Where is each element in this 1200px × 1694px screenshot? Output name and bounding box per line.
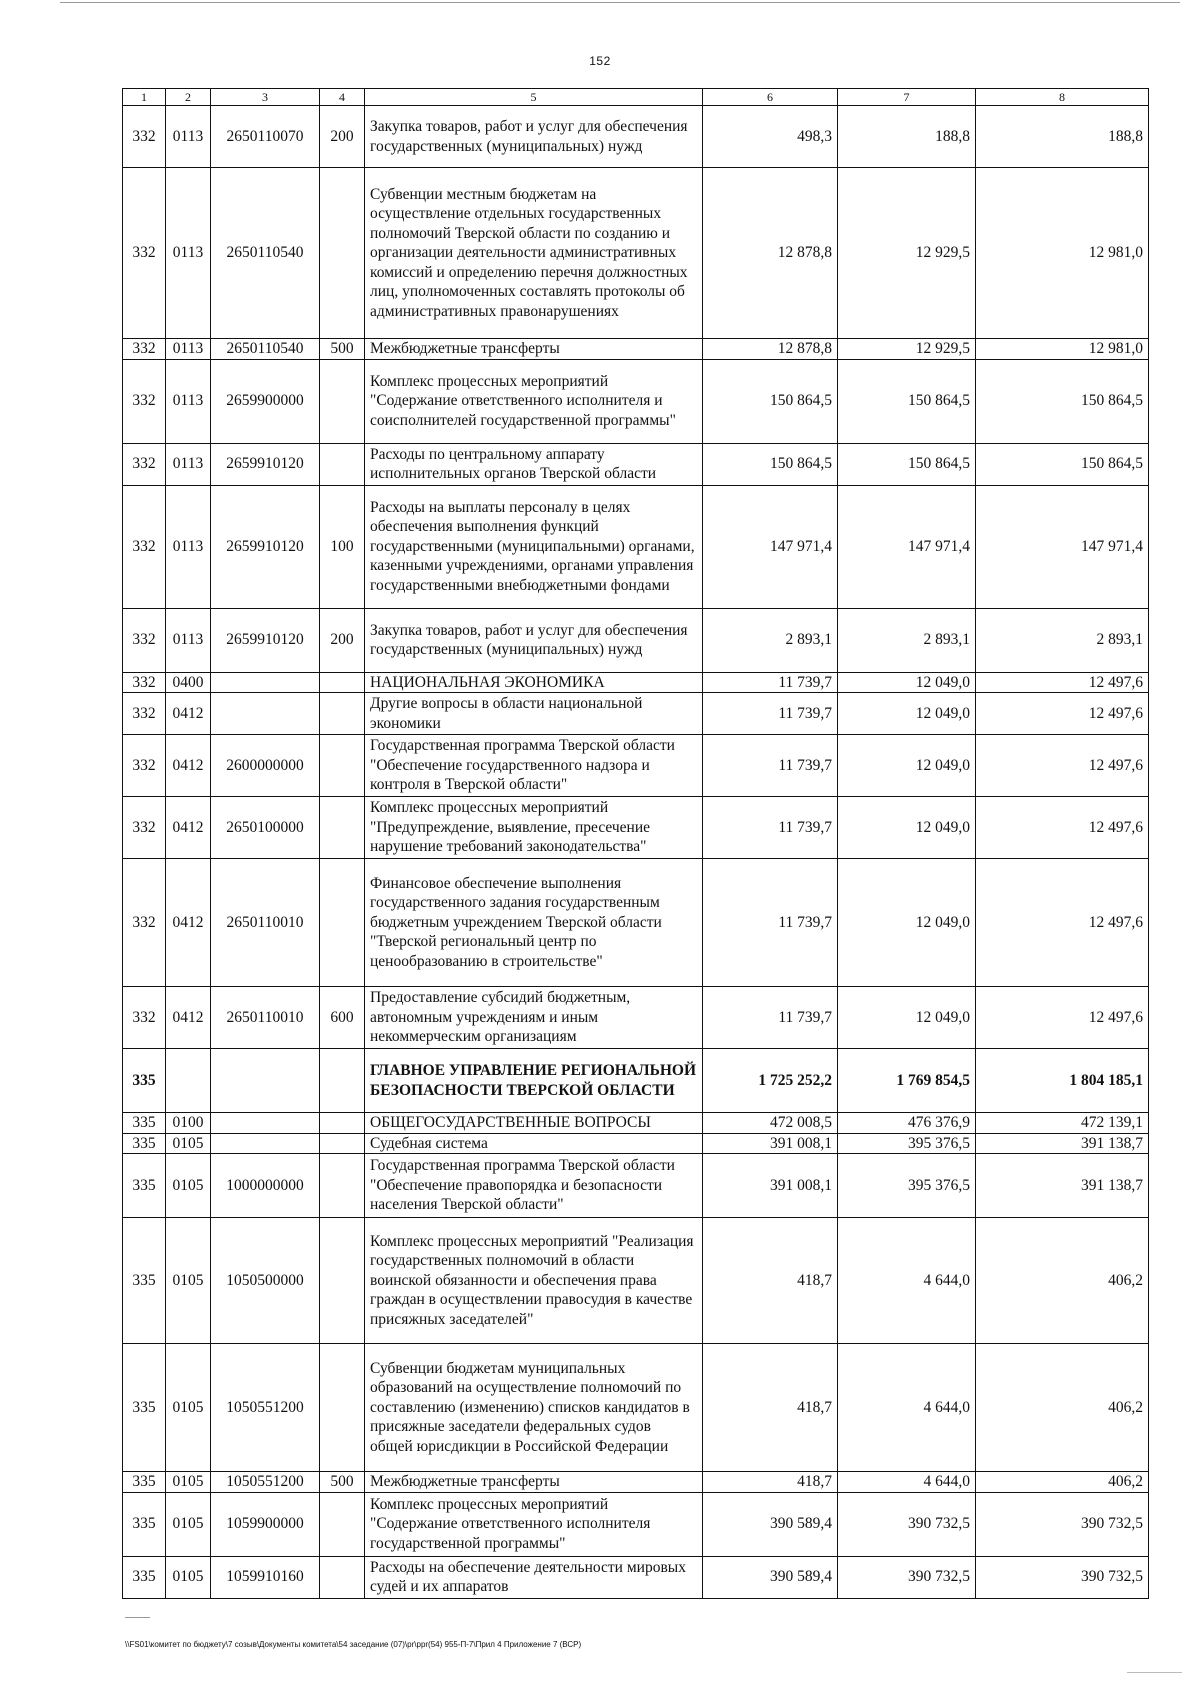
table-row [123, 1556, 1149, 1598]
expense-type-cell: 200 [320, 608, 365, 672]
amount-year3-cell: 150 864,5 [976, 359, 1149, 443]
expense-type-cell [320, 359, 365, 443]
section-code-cell: 0113 [166, 485, 211, 608]
amount-year1-cell: 147 971,4 [703, 485, 838, 608]
amount-year2-cell: 395 376,5 [838, 1133, 976, 1154]
admin-code-cell: 335 [123, 1133, 166, 1154]
header-col-2: 2 [166, 89, 211, 106]
target-item-cell [211, 693, 320, 735]
expense-type-cell [320, 797, 365, 859]
expense-type-cell [320, 1154, 365, 1218]
amount-year2-cell: 150 864,5 [838, 359, 976, 443]
amount-year1-cell: 391 008,1 [703, 1133, 838, 1154]
table-row [123, 1218, 1149, 1344]
amount-year1-cell: 11 739,7 [703, 987, 838, 1049]
amount-year3-cell: 406,2 [976, 1344, 1149, 1472]
amount-year1-cell: 11 739,7 [703, 672, 838, 693]
budget-table [122, 88, 1149, 1599]
header-col-7: 7 [838, 89, 976, 106]
expense-type-cell: 600 [320, 987, 365, 1049]
admin-code-cell: 332 [123, 359, 166, 443]
table-row [123, 359, 1149, 443]
description-cell: Закупка товаров, работ и услуг для обеспечения государственных (муниципальных) нужд [365, 608, 703, 672]
section-code-cell: 0113 [166, 443, 211, 485]
target-item-cell: 2600000000 [211, 735, 320, 797]
target-item-cell: 2659910120 [211, 485, 320, 608]
amount-year1-cell: 11 739,7 [703, 735, 838, 797]
header-col-3: 3 [211, 89, 320, 106]
description-cell: Комплекс процессных мероприятий "Содержание ответственного исполнителя и соисполнителей государственной программы" [365, 359, 703, 443]
page-number: 152 [589, 54, 611, 68]
amount-year2-cell: 390 732,5 [838, 1556, 976, 1598]
amount-year2-cell: 12 929,5 [838, 168, 976, 339]
section-code-cell: 0113 [166, 106, 211, 168]
expense-type-cell [320, 1049, 365, 1113]
description-cell: Другие вопросы в области национальной экономики [365, 693, 703, 735]
section-code-cell: 0113 [166, 339, 211, 360]
target-item-cell [211, 1049, 320, 1113]
header-row [123, 89, 1149, 106]
amount-year1-cell: 418,7 [703, 1344, 838, 1472]
amount-year1-cell: 390 589,4 [703, 1556, 838, 1598]
description-cell: Расходы по центральному аппарату исполнительных органов Тверской области [365, 443, 703, 485]
section-code-cell: 0100 [166, 1113, 211, 1134]
table-row [123, 672, 1149, 693]
admin-code-cell: 332 [123, 987, 166, 1049]
amount-year2-cell: 476 376,9 [838, 1113, 976, 1134]
table-row [123, 1492, 1149, 1556]
admin-code-cell: 332 [123, 797, 166, 859]
target-item-cell: 1050551200 [211, 1344, 320, 1472]
target-item-cell: 2659900000 [211, 359, 320, 443]
footer-rule [125, 1617, 150, 1618]
expense-type-cell [320, 672, 365, 693]
amount-year3-cell: 12 981,0 [976, 339, 1149, 360]
amount-year3-cell: 147 971,4 [976, 485, 1149, 608]
expense-type-cell [320, 693, 365, 735]
amount-year1-cell: 12 878,8 [703, 339, 838, 360]
amount-year1-cell: 11 739,7 [703, 693, 838, 735]
amount-year1-cell: 472 008,5 [703, 1113, 838, 1134]
expense-type-cell [320, 1113, 365, 1134]
description-cell: Расходы на выплаты персоналу в целях обеспечения выполнения функций государственными (муниципальными) органами, казенными учреждениями, органами управления государственными внебюджетными фондами [365, 485, 703, 608]
amount-year3-cell: 406,2 [976, 1218, 1149, 1344]
table-row [123, 1472, 1149, 1493]
section-code-cell [166, 1049, 211, 1113]
table-row [123, 608, 1149, 672]
target-item-cell: 2659910120 [211, 608, 320, 672]
amount-year3-cell: 390 732,5 [976, 1492, 1149, 1556]
amount-year2-cell: 4 644,0 [838, 1472, 976, 1493]
section-code-cell: 0105 [166, 1218, 211, 1344]
amount-year3-cell: 188,8 [976, 106, 1149, 168]
header-col-8: 8 [976, 89, 1149, 106]
amount-year3-cell: 12 497,6 [976, 693, 1149, 735]
target-item-cell: 2650110070 [211, 106, 320, 168]
amount-year2-cell: 12 049,0 [838, 797, 976, 859]
table-row [123, 1344, 1149, 1472]
amount-year2-cell: 12 049,0 [838, 672, 976, 693]
top-edge-line [60, 2, 1180, 3]
section-code-cell: 0113 [166, 608, 211, 672]
target-item-cell: 1059900000 [211, 1492, 320, 1556]
amount-year2-cell: 2 893,1 [838, 608, 976, 672]
target-item-cell [211, 1133, 320, 1154]
admin-code-cell: 332 [123, 608, 166, 672]
target-item-cell: 2659910120 [211, 443, 320, 485]
amount-year3-cell: 390 732,5 [976, 1556, 1149, 1598]
section-code-cell: 0105 [166, 1154, 211, 1218]
amount-year1-cell: 498,3 [703, 106, 838, 168]
table-row [123, 735, 1149, 797]
table-row [123, 859, 1149, 987]
header-col-1: 1 [123, 89, 166, 106]
expense-type-cell [320, 1344, 365, 1472]
section-code-cell: 0105 [166, 1472, 211, 1493]
amount-year3-cell: 12 497,6 [976, 859, 1149, 987]
expense-type-cell: 100 [320, 485, 365, 608]
table-row [123, 797, 1149, 859]
section-code-cell: 0412 [166, 797, 211, 859]
table-body [123, 106, 1149, 1599]
expense-type-cell [320, 443, 365, 485]
description-cell: Расходы на обеспечение деятельности мировых судей и их аппаратов [365, 1556, 703, 1598]
amount-year1-cell: 418,7 [703, 1218, 838, 1344]
amount-year3-cell: 1 804 185,1 [976, 1049, 1149, 1113]
admin-code-cell: 332 [123, 339, 166, 360]
amount-year3-cell: 12 497,6 [976, 735, 1149, 797]
admin-code-cell: 332 [123, 693, 166, 735]
amount-year3-cell: 391 138,7 [976, 1133, 1149, 1154]
table-row [123, 1049, 1149, 1113]
amount-year3-cell: 472 139,1 [976, 1113, 1149, 1134]
admin-code-cell: 332 [123, 485, 166, 608]
amount-year3-cell: 2 893,1 [976, 608, 1149, 672]
section-code-cell: 0105 [166, 1133, 211, 1154]
section-code-cell: 0113 [166, 359, 211, 443]
section-code-cell: 0412 [166, 735, 211, 797]
expense-type-cell [320, 1556, 365, 1598]
table-row [123, 693, 1149, 735]
expense-type-cell [320, 1133, 365, 1154]
amount-year2-cell: 150 864,5 [838, 443, 976, 485]
section-code-cell: 0412 [166, 693, 211, 735]
target-item-cell: 1050551200 [211, 1472, 320, 1493]
section-code-cell: 0412 [166, 987, 211, 1049]
admin-code-cell: 335 [123, 1049, 166, 1113]
target-item-cell: 2650110010 [211, 859, 320, 987]
description-cell: Судебная система [365, 1133, 703, 1154]
description-cell: Субвенции бюджетам муниципальных образований на осуществление полномочий по составлению (изменению) списков кандидатов в присяжные заседатели федеральных судов общей юрисдикции в Российской Федерации [365, 1344, 703, 1472]
amount-year1-cell: 1 725 252,2 [703, 1049, 838, 1113]
description-cell: Субвенции местным бюджетам на осуществление отдельных государственных полномочий Тверской области по созданию и организации деятельности административных комиссий и определению перечня должностных лиц, уполномоченных составлять протоколы об административных правонарушениях [365, 168, 703, 339]
description-cell: Государственная программа Тверской области "Обеспечение государственного надзора и контроля в Тверской области" [365, 735, 703, 797]
table-row [123, 1154, 1149, 1218]
description-cell: Закупка товаров, работ и услуг для обеспечения государственных (муниципальных) нужд [365, 106, 703, 168]
section-code-cell: 0412 [166, 859, 211, 987]
table-row [123, 485, 1149, 608]
amount-year3-cell: 12 497,6 [976, 987, 1149, 1049]
amount-year2-cell: 12 049,0 [838, 987, 976, 1049]
expense-type-cell: 200 [320, 106, 365, 168]
target-item-cell: 1059910160 [211, 1556, 320, 1598]
amount-year2-cell: 390 732,5 [838, 1492, 976, 1556]
amount-year2-cell: 4 644,0 [838, 1344, 976, 1472]
target-item-cell: 1050500000 [211, 1218, 320, 1344]
admin-code-cell: 332 [123, 735, 166, 797]
table-row [123, 106, 1149, 168]
header-col-6: 6 [703, 89, 838, 106]
amount-year3-cell: 391 138,7 [976, 1154, 1149, 1218]
admin-code-cell: 335 [123, 1113, 166, 1134]
section-code-cell: 0105 [166, 1556, 211, 1598]
section-code-cell: 0400 [166, 672, 211, 693]
description-cell: ГЛАВНОЕ УПРАВЛЕНИЕ РЕГИОНАЛЬНОЙ БЕЗОПАСНОСТИ ТВЕРСКОЙ ОБЛАСТИ [365, 1049, 703, 1113]
admin-code-cell: 332 [123, 443, 166, 485]
description-cell: Межбюджетные трансферты [365, 1472, 703, 1493]
amount-year3-cell: 150 864,5 [976, 443, 1149, 485]
description-cell: Комплекс процессных мероприятий "Реализация государственных полномочий в области воинской обязанности и обеспечения права граждан в осуществлении правосудия в качестве присяжных заседателей" [365, 1218, 703, 1344]
amount-year2-cell: 12 929,5 [838, 339, 976, 360]
amount-year2-cell: 12 049,0 [838, 693, 976, 735]
header-col-4: 4 [320, 89, 365, 106]
description-cell: Предоставление субсидий бюджетным, автономным учреждениям и иным некоммерческим организациям [365, 987, 703, 1049]
amount-year2-cell: 395 376,5 [838, 1154, 976, 1218]
amount-year3-cell: 406,2 [976, 1472, 1149, 1493]
scan-edge-mark [1127, 1672, 1182, 1673]
amount-year1-cell: 150 864,5 [703, 443, 838, 485]
admin-code-cell: 335 [123, 1154, 166, 1218]
amount-year2-cell: 4 644,0 [838, 1218, 976, 1344]
expense-type-cell [320, 1218, 365, 1344]
admin-code-cell: 335 [123, 1472, 166, 1493]
expense-type-cell [320, 168, 365, 339]
target-item-cell: 1000000000 [211, 1154, 320, 1218]
description-cell: Государственная программа Тверской области "Обеспечение правопорядка и безопасности населения Тверской области" [365, 1154, 703, 1218]
target-item-cell: 2650110010 [211, 987, 320, 1049]
admin-code-cell: 332 [123, 106, 166, 168]
amount-year1-cell: 2 893,1 [703, 608, 838, 672]
amount-year3-cell: 12 497,6 [976, 797, 1149, 859]
description-cell: Финансовое обеспечение выполнения государственного задания государственным бюджетным учреждением Тверской области "Тверской региональный центр по ценообразованию в строительстве" [365, 859, 703, 987]
description-cell: НАЦИОНАЛЬНАЯ ЭКОНОМИКА [365, 672, 703, 693]
table-row [123, 1133, 1149, 1154]
amount-year1-cell: 11 739,7 [703, 797, 838, 859]
admin-code-cell: 335 [123, 1218, 166, 1344]
target-item-cell: 2650100000 [211, 797, 320, 859]
table-row [123, 443, 1149, 485]
amount-year2-cell: 12 049,0 [838, 735, 976, 797]
description-cell: Межбюджетные трансферты [365, 339, 703, 360]
expense-type-cell: 500 [320, 339, 365, 360]
target-item-cell [211, 672, 320, 693]
admin-code-cell: 335 [123, 1344, 166, 1472]
target-item-cell: 2650110540 [211, 339, 320, 360]
header-col-5: 5 [365, 89, 703, 106]
amount-year1-cell: 390 589,4 [703, 1492, 838, 1556]
amount-year2-cell: 12 049,0 [838, 859, 976, 987]
target-item-cell [211, 1113, 320, 1134]
admin-code-cell: 335 [123, 1492, 166, 1556]
admin-code-cell: 332 [123, 672, 166, 693]
target-item-cell: 2650110540 [211, 168, 320, 339]
expense-type-cell [320, 735, 365, 797]
expense-type-cell [320, 859, 365, 987]
footer-file-path: \\FS01\комитет по бюджету\7 созыв\Документы комитета\54 заседание (07)\pr\ppr(54) 955-П-7\Прил 4 Приложение 7 (ВСР) [125, 1640, 582, 1649]
section-code-cell: 0105 [166, 1344, 211, 1472]
section-code-cell: 0113 [166, 168, 211, 339]
admin-code-cell: 335 [123, 1556, 166, 1598]
amount-year3-cell: 12 497,6 [976, 672, 1149, 693]
admin-code-cell: 332 [123, 168, 166, 339]
description-cell: Комплекс процессных мероприятий "Содержание ответственного исполнителя государственной программы" [365, 1492, 703, 1556]
table-row [123, 339, 1149, 360]
table-row [123, 168, 1149, 339]
amount-year2-cell: 1 769 854,5 [838, 1049, 976, 1113]
table-row [123, 987, 1149, 1049]
amount-year1-cell: 11 739,7 [703, 859, 838, 987]
table-row [123, 1113, 1149, 1134]
expense-type-cell [320, 1492, 365, 1556]
section-code-cell: 0105 [166, 1492, 211, 1556]
amount-year1-cell: 150 864,5 [703, 359, 838, 443]
description-cell: ОБЩЕГОСУДАРСТВЕННЫЕ ВОПРОСЫ [365, 1113, 703, 1134]
admin-code-cell: 332 [123, 859, 166, 987]
amount-year2-cell: 188,8 [838, 106, 976, 168]
amount-year1-cell: 418,7 [703, 1472, 838, 1493]
amount-year1-cell: 391 008,1 [703, 1154, 838, 1218]
amount-year3-cell: 12 981,0 [976, 168, 1149, 339]
description-cell: Комплекс процессных мероприятий "Предупреждение, выявление, пресечение нарушение требований законодательства" [365, 797, 703, 859]
expense-type-cell: 500 [320, 1472, 365, 1493]
amount-year1-cell: 12 878,8 [703, 168, 838, 339]
amount-year2-cell: 147 971,4 [838, 485, 976, 608]
